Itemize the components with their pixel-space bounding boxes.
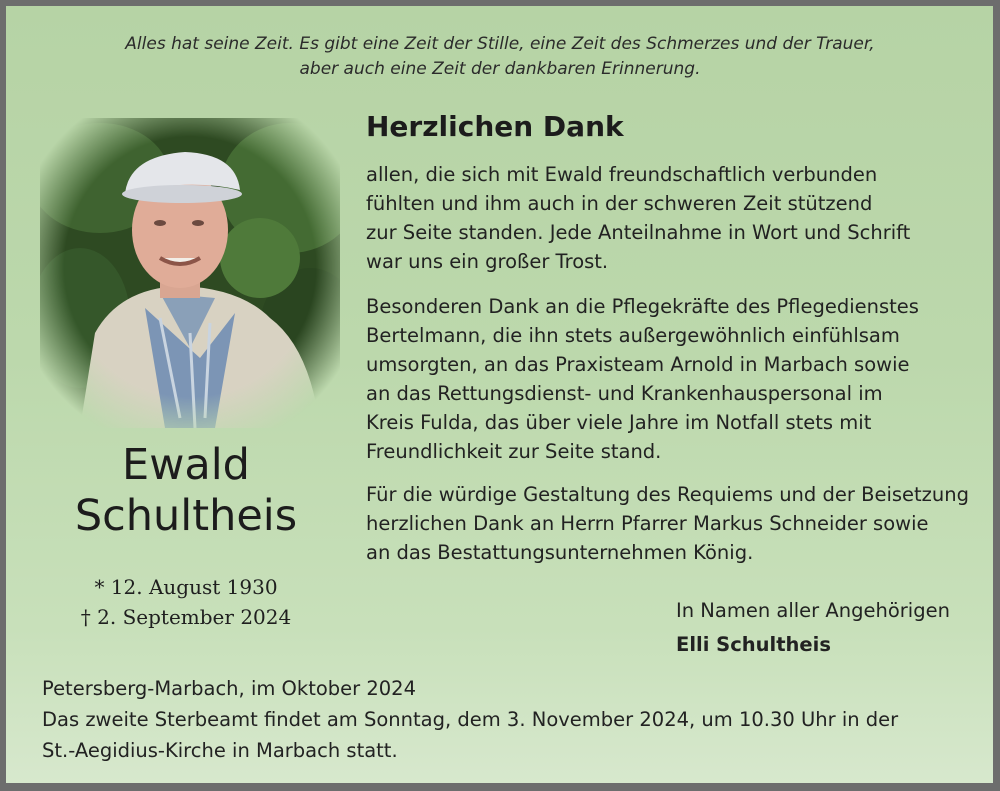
motto-line: aber auch eine Zeit der dankbaren Erinnerung. (299, 59, 701, 79)
last-name: Schultheis (74, 491, 298, 541)
place-date: Petersberg-Marbach, im Oktober 2024 (42, 677, 416, 700)
portrait-photo (40, 118, 340, 428)
text-line: umsorgten, an das Praxisteam Arnold in Marbach sowie (366, 353, 910, 376)
signature-block (676, 594, 950, 662)
motto-quote (0, 32, 1000, 82)
footer-notice (42, 673, 982, 766)
thanks-heading: Herzlichen Dank (366, 110, 624, 143)
text-line: herzlichen Dank an Herrn Pfarrer Markus Schneider sowie (366, 512, 929, 535)
thanks-paragraph-1 (366, 160, 986, 276)
first-name: Ewald (122, 440, 250, 490)
thanks-paragraph-3 (366, 480, 986, 567)
motto-line: Alles hat seine Zeit. Es gibt eine Zeit der Stille, eine Zeit des Schmerzes und der Trauer, (125, 34, 875, 54)
deceased-name (36, 440, 336, 542)
text-line: Bertelmann, die ihn stets außergewöhnlich einfühlsam (366, 324, 900, 347)
obituary-card (6, 6, 993, 783)
signer-name: Elli Schultheis (676, 633, 831, 656)
portrait-image (40, 118, 340, 428)
thanks-paragraph-2 (366, 292, 986, 466)
text-line: an das Bestattungsunternehmen König. (366, 541, 754, 564)
notice-line: St.-Aegidius-Kirche in Marbach statt. (42, 739, 398, 762)
life-dates (36, 572, 336, 632)
text-line: war uns ein großer Trost. (366, 250, 609, 273)
text-line: an das Rettungsdienst- und Krankenhauspersonal im (366, 382, 883, 405)
text-line: Besonderen Dank an die Pflegekräfte des Pflegedienstes (366, 295, 919, 318)
text-line: fühlten und ihm auch in der schweren Zeit stützend (366, 192, 873, 215)
text-line: Kreis Fulda, das über viele Jahre im Notfall stets mit (366, 411, 872, 434)
text-line: allen, die sich mit Ewald freundschaftlich verbunden (366, 163, 878, 186)
birth-date: * 12. August 1930 (94, 575, 278, 599)
signature-intro: In Namen aller Angehörigen (676, 599, 950, 622)
death-date: † 2. September 2024 (80, 605, 292, 629)
text-line: zur Seite standen. Jede Anteilnahme in Wort und Schrift (366, 221, 911, 244)
text-line: Für die würdige Gestaltung des Requiems und der Beisetzung (366, 483, 970, 506)
notice-line: Das zweite Sterbeamt findet am Sonntag, dem 3. November 2024, um 10.30 Uhr in der (42, 708, 899, 731)
text-line: Freundlichkeit zur Seite stand. (366, 440, 662, 463)
